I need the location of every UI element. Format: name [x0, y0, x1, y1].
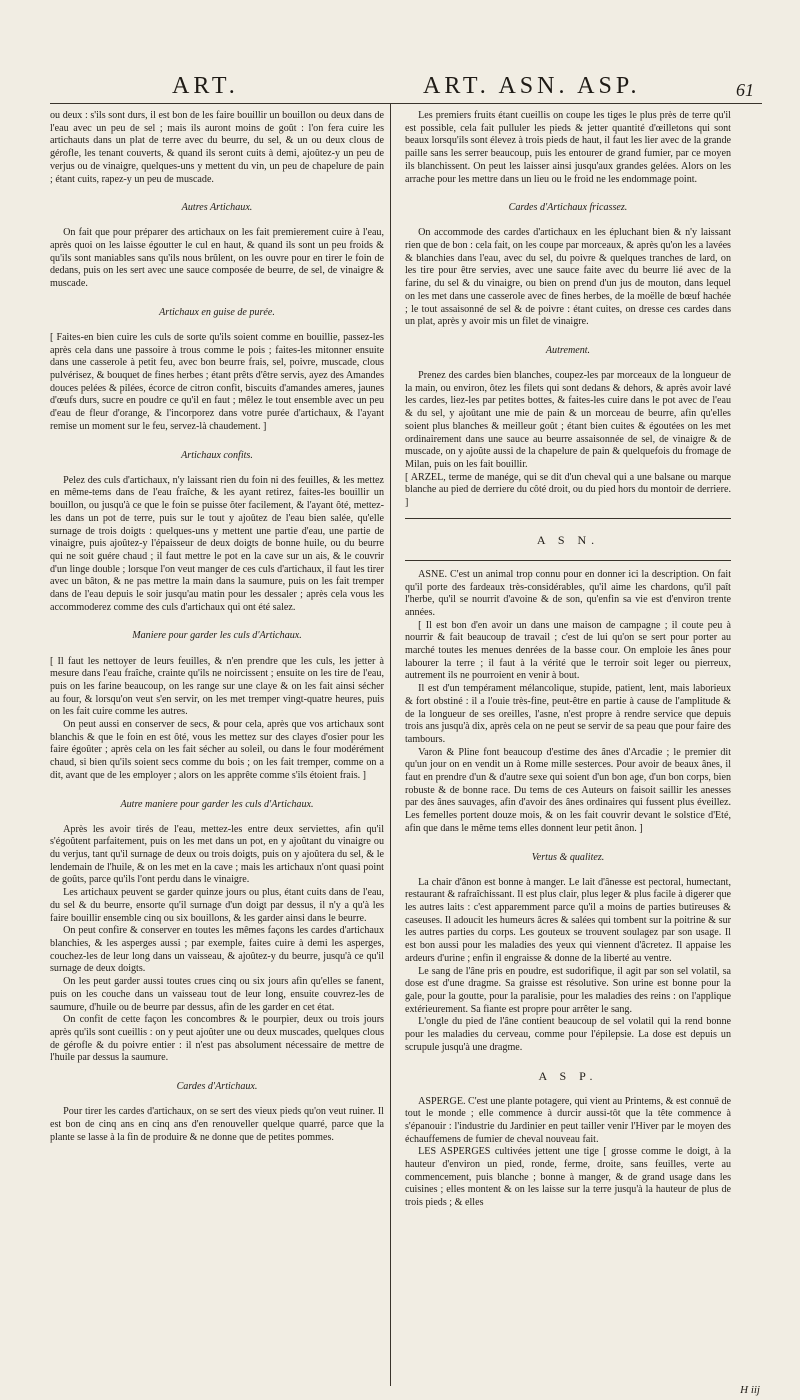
paragraph: [ Il faut les nettoyer de leurs feuilles, & n'en prendre que les culs, les jetter à mesure dans l'eau fraîche, crainte qu'ils ne noircissent ; ensuite on les tire de l'eau, puis on les farine beaucoup, on les range sur une claye & on les fait ainsi sécher au four, & lorsqu'on veut s'en servir, on les met tremper vingt-quatre heures, puis on les fait cuire comme les autres.: [50, 655, 384, 718]
paragraph: L'ongle du pied de l'âne contient beaucoup de sel volatil qui la rend bonne pour les maladies du cerveau, comme pour l'épilepsie. La dose est depuis un scrupule jusqu'à une dragme.: [405, 1016, 731, 1053]
paragraph: La chair d'ânon est bonne à manger. Le lait d'ânesse est pectoral, humectant, restaurant & rafraîchissant. Il est plus clair, plus leger & plus facile à digerer que les autres laits : c'est apparemment parce qu'il a moins de parties butireuses & caseuses. Il adoucit les humeurs âcres & salées qui tombent sur la poitrine & sur les autres parties du corps. Les gouteux se trouvent soulagez par son usage. Il est bon aussi pour les maladies des yeux qui viennent d'âcretez. Il appaise les ardeurs d'urine ; enfin il engraisse & donne de la liberté au ventre.: [405, 876, 731, 964]
paragraph: ASNE. C'est un animal trop connu pour en donner ici la description. On fait qu'il porte des fardeaux très-considérables, qu'il aime les chardons, qu'il paît l'herbe, qu'il se nourrit d'avoine & de son, qu'enfin sa vie est d'environ trente années.: [405, 568, 731, 618]
chapter-heading: A S N.: [536, 532, 600, 547]
paragraph: Les premiers fruits étant cueillis on coupe les tiges le plus près de terre qu'il est possible, cela fait pulluler les pieds & jetter quantité d'œilletons qui sont beaux lorsqu'ils sont élevez à trois pieds de haut, il faut les lier avec de la grande paille sans les serrer beaucoup, puis les entourer de grand fumier, par ce moyen ils blanchissent. On peut les laisser ainsi jusqu'aux grandes gelées. Alors on les arrache pour les mettre dans un lieu ou le froid ne les endommage point.: [405, 110, 731, 185]
paragraph: ou deux : s'ils sont durs, il est bon de les faire bouillir un bouillon ou deux dans de l'eau avec un peu de sel ; mais ils auront moins de goût : l'on fera cuire les artichauts dans un plat de terre avec du beurre, du sel, & un ou deux clous de gérofle, les tenant couverts, & quand ils seront cuits à demi, ajoûtez-y un peu de verjus ou de vinaigre, quelques-uns y mettent du vin, un peu de chapelure de pain ; étant cuits, rapez-y un peu de muscade.: [50, 110, 384, 185]
signature-mark: H iij: [740, 1384, 760, 1396]
paragraph: [ Il est bon d'en avoir un dans une maison de campagne ; il coute peu à nourrir & fait beaucoup de travail ; c'est de lui qu'on se sert pour porter au marché toutes les menues denrées de la basse cour. On emploie les ânes pour labourer la terre ; il faut à la vérité que le terroir soit leger ou pierreux, autrement ils ne pourroient en venir à bout.: [405, 619, 731, 682]
paragraph: Varon & Pline font beaucoup d'estime des ânes d'Arcadie ; le premier dit qu'un jour on en vendit un à Rome mille sesterces. Pour avoir de beaux ânes, il faut en prendre d'un & d'autre sexe qui soient d'un bon age, d'un bon corps, bien robuste & de bonne race. Du tems de ces Auteurs on faisoit saillir les anesses par des ânes sauvages, afin d'avoir des ânes ordinaires qui fussent plus éveillez. Les femelles portent douze mois, & on les fait couvrir devant le solstice d'Eté, afin que dans le même tems elles donnent leur petit ânon. ]: [405, 746, 731, 834]
section-heading: Cardes d'Artichaux.: [176, 1081, 258, 1093]
section-heading: Cardes d'Artichaux fricassez.: [508, 202, 628, 214]
section-heading: Autres Artichaux.: [181, 202, 253, 214]
paragraph: On accommode des cardes d'artichaux en les épluchant bien & n'y laissant rien que de bon : cela fait, on les coupe par morceaux, & après qu'on les a lavées & blanchies dans l'eau, avec du sel, du poivre & quelques tranches de lard, on les tire pour être servies, avec une sauce faite avec du beurre lié avec de la farine, du sel & du vinaigre, ou bien on prend d'un jus de mouton, dans lequel on les met dans une casserole avec de fines herbes, de la moëlle de bœuf hachée ; le tout assaisonné de sel & de poivre : étant cuites, on dresse ces cardes dans un plat, après y avoir mis un filet de vinaigre.: [405, 227, 731, 328]
section-rule: [405, 560, 731, 561]
two-column-body: [50, 110, 762, 1400]
right-column: [391, 110, 731, 1400]
header-rule: [50, 103, 762, 104]
paragraph: Prenez des cardes bien blanches, coupez-les par morceaux de la longueur de la main, ou environ, ôtez les filets qui sont dedans & dehors, & après avoir lavé les cardes, liez-les par petites bottes, & faites-les cuire dans le pot avec de l'eau & du sel, y ajoûtant une mie de pain & un morceau de beurre, afin qu'elles soient plus blanches & meilleur goût ; étant bien cuites & égoutées on les met ordinairement dans une sauce au beurre assaisonnée de sel, de vinaigre & de muscade, on y ajoûte aussi de la chapelure de pain & quelquefois du fromage de Milan, puis on les fait bouillir.: [405, 370, 731, 470]
paragraph: On confit de cette façon les concombres & le pourpier, deux ou trois jours après qu'ils sont cueillis : on y peut ajoûter une ou deux muscades, quelques clous de gérofle & du poivre entier : il n'est pas absolument nécessaire de mettre de l'huile par dessus la saumure.: [50, 1014, 384, 1064]
running-head-right: ART. ASN. ASP.: [423, 73, 641, 99]
paragraph: LES ASPERGES cultivées jettent une tige [ grosse comme le doigt, à la hauteur d'environ un pied, ronde, ferme, droite, sans feuilles, verte au commencement, puis blanche ; bonne à manger, & de grand usage dans les cuisines ; elles montent & on les laisse sur la terre jusqu'à la hauteur de plus de trois pieds ; & elles: [405, 1146, 731, 1209]
paragraph: [ ARZEL, terme de manége, qui se dit d'un cheval qui a une balsane ou marque blanche au pied de derriere du côté droit, ou du pied hors du montoir de derriere. ]: [405, 471, 731, 509]
paragraph: Pelez des culs d'artichaux, n'y laissant rien du foin ni des feuilles, & les mettez en même-tems dans de l'eau fraîche, & les ayant retirez, faites-les bouillir un bouillon, ou jusqu'à ce que le foin se puisse ôter facilement, & l'ayant ôté, mettez-les dans un pot de terre, puis sur le tout y ajoûtez de l'eau bien salée, qu'elle surnage de trois doigts : quelques-uns y mettent une partie d'eau, une partie de vinaigre, puis ajoûtez-y l'épaisseur de deux doigts de bonne huile, ou du beurre qui ne soit guére chaud ; il faut mettre le pot en la cave sur un ais, & le couvrir d'un linge double ; lorsque l'on veut manger de ces culs d'artichaux, il faut les tirer avec un bâton, & ne pas mettre la main dans la saumure, puis on les fait tremper dans de l'eau depuis le soir jusqu'au matin pour les dessaler ; après cela vous les accommoderez comme des culs d'artichaux qui ont été salez.: [50, 474, 384, 613]
paragraph: [ Faites-en bien cuire les culs de sorte qu'ils soient comme en bouillie, passez-les après cela dans une passoire à trous comme le pois ; faites-les mitonner ensuite dans une casserole à petit feu, avec bon beurre frais, sel, poivre, muscade, clous pulvérisez, & bouquet de fines herbes ; étant prêts d'être servis, ayez des Amandes douces pelées & pilées, écorce de citron confit, biscuits d'amandes ameres, jaunes d'œufs durs, sucre en poudre ce qu'il en faut ; mêlez le tout ensemble avec un peu d'eau de fleur d'orange, & l'incorporez dans votre purée d'artichaux, & l'ayant remise un moment sur le feu, servez-là chaudement. ]: [50, 331, 384, 432]
section-rule: [405, 518, 731, 519]
paragraph: Les artichaux peuvent se garder quinze jours ou plus, étant cuits dans de l'eau, du sel & du beurre, ensorte qu'il surnage d'un doigt par dessus, il n'y a qu'à les faire bouillir ensemble cinq ou six bouillons, & les garder ainsi dans le beurre.: [50, 887, 384, 924]
page-number: 61: [736, 80, 754, 100]
paragraph: Pour tirer les cardes d'artichaux, on se sert des vieux pieds qu'on veut ruiner. Il est bon de cinq ans en cinq ans d'en renouveller quelque quarré, parce que la plante se lasse à la fin de produire & ne donne que de petites pommes.: [50, 1106, 384, 1143]
paragraph: Après les avoir tirés de l'eau, mettez-les entre deux serviettes, afin qu'il s'égoûtent parfaitement, puis on les met dans un pot, en y ajoûtant du vinaigre ou du verjus, tant qu'il surnage de deux ou trois doigts, puis on y ajoûtera du sel, & le lendemain de l'huile, & on les met en la cave ; mais les artichaux n'ont quasi point de goûts, parce qu'ils l'ont perdu dans le vinaigre.: [50, 823, 384, 886]
section-heading: Vertus & qualitez.: [531, 851, 605, 863]
paragraph: On les peut garder aussi toutes crues cinq ou six jours afin qu'elles se fanent, puis on les couche dans un vaisseau tout de leur long, ensuite couvrez-les de saumure, d'huile ou de beurre par dessus, afin de les garder en cet état.: [50, 976, 384, 1013]
section-heading: Autrement.: [545, 344, 591, 356]
paragraph: Le sang de l'âne pris en poudre, est sudorifique, il agit par son sel volatil, sa dose est d'une dragme. Sa graisse est résolutive. Son urine est bonne pour la gale, pour la goutte, pour la paralisie, pour les maladies des reins : on l'applique extérieurement. Sa fiante est propre pour arrêter le sang.: [405, 965, 731, 1015]
section-heading: Maniere pour garder les culs d'Artichaux.: [132, 630, 302, 642]
running-head-left: ART.: [172, 73, 239, 99]
section-heading: Artichaux en guise de purée.: [159, 306, 275, 318]
paragraph: ASPERGE. C'est une plante potagere, qui vient au Printems, & est connuë de tout le monde ; elle commence à durcir aussi-tôt que la tête commence à s'épanouir : l'industrie du Jardinier en peut tailler venir l'Hiver par le moyen des échauffemens de fumier de cheval nouveau fait.: [405, 1095, 731, 1145]
left-column: [50, 110, 390, 1400]
paragraph: On fait que pour préparer des artichaux on les fait premierement cuire à l'eau, après quoi on les laisse égoutter le cul en haut, & quand ils sont un peu froids & qu'ils sont maniables sans qu'ils nous brûlent, on les ouvre pour en tirer le foin de dedans, puis on les sert avec une sauce composée de beurre, de sel, de vinaigre & muscade.: [50, 227, 384, 290]
section-heading: Artichaux confits.: [181, 449, 253, 461]
paragraph: Il est d'un tempérament mélancolique, stupide, patient, lent, mais laborieux & fort obstiné : il a l'ouie très-fine, peut-être en partie à cause de l'amplitude & de la longueur de ses oreilles, l'asne, n'est propre à rendre service que depuis trois ans jusqu'à dix, après cela on ne peut se servir de sa peau que pour faire des tambours.: [405, 683, 731, 745]
paragraph: On peut confire & conserver en toutes les mêmes façons les cardes d'artichaux blanchies, & les asperges aussi ; par exemple, faites cuire à demi les asperges, couchez-les de leur long dans un vaisseau, & ajoûtez-y du beurre, jusqu'à ce qu'il surnage de deux doigts.: [50, 925, 384, 975]
chapter-heading: A S P.: [538, 1068, 598, 1083]
section-heading: Autre maniere pour garder les culs d'Artichaux.: [120, 798, 314, 810]
paragraph: On peut aussi en conserver de secs, & pour cela, après que vos artichaux sont blanchis & que le foin en est ôté, vous les mettez sur des clayes d'osier pour les faire égoûter ; après cela on les fait sécher au soleil, ou dans le four modérément chaud, si bien qu'ils soient secs comme du bois ; on les fait tremper, comme on a dit, avant que de les employer ; alors on les apprête comme s'ils étoient frais. ]: [50, 719, 384, 781]
